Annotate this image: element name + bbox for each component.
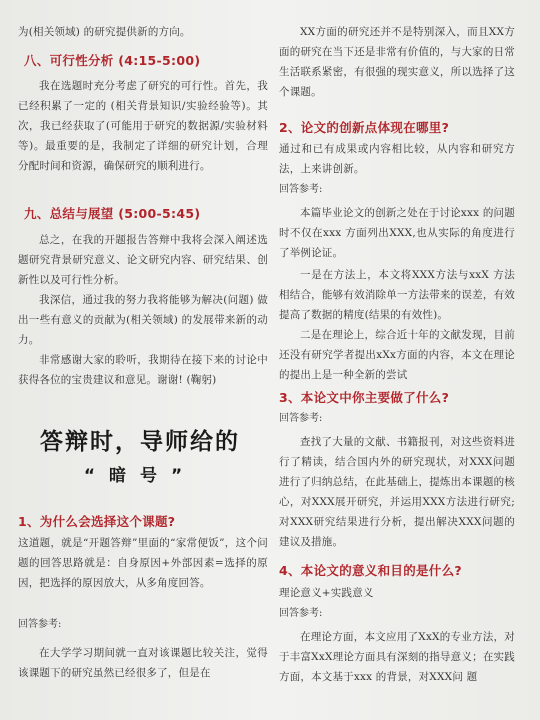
question-3-heading: 3、本论文中你主要做了什么? [279, 390, 450, 405]
section-9-paragraph-3: 非常感谢大家的聆听，我期待在接下来的讨论中获得各位的宝贵建议和意见。谢谢! (鞠躬) [18, 354, 268, 386]
question-4-paragraph: 理论意义+实践意义 [279, 587, 374, 599]
question-2-answer-paragraph-1: 本篇毕业论文的创新之处在于讨论xxx 的问题时不仅在xxx 方面列出XXX,也从实际的角度进行了举例论证。 [279, 207, 515, 259]
question-2-heading: 2、论文的创新点体现在哪里? [279, 120, 450, 135]
question-1-answer-paragraph: 在大学学习期间就一直对该课题比较关注，觉得该课题下的研究虽然已经很多了，但是在 [18, 647, 268, 679]
section-9-heading: 九、总结与展望 (5:00-5:45) [24, 206, 201, 221]
question-1-paragraph: 这道题，就是“开题答辩”里面的“家常便饭”，这个问题的回答思路就是：自身原因+外部因素=选择的原因，把选择的原因放大，从多角度回答。 [18, 537, 268, 589]
right-continued-paragraph: XX方面的研究还并不是特别深入，而且XX方面的研究在当下还是非常有价值的，与大家的日常生活联系紧密，有很强的现实意义，所以选择了这个课题。 [279, 26, 515, 98]
intro-line: 为(相关领域) 的研究提供新的方向。 [18, 26, 191, 38]
question-1-heading: 1、为什么会选择这个课题? [18, 514, 176, 529]
question-4-answer-paragraph: 在理论方面，本文应用了XxX的专业方法，对于丰富XxX理论方面具有深刻的指导意义；在实践方面，本文基于xxx 的背景，对XXX问 题 [279, 631, 515, 683]
big-title: 答辩时，导师给的 [40, 429, 240, 455]
question-3-answer-paragraph: 查找了大量的文献、书籍报刊，对这些资料进行了精读，结合国内外的研究现状，对XXX问题进行了归纳总结，在此基础上，提炼出本课题的核心，对XXX展开研究，并运用XXX方法进行研究; 对XXX研究结果进行分析，提出解决XXX问题的建议及措施。 [279, 436, 515, 548]
question-2-paragraph: 通过和已有成果或内容相比较，从内容和研究方法，上来讲创新。 [279, 143, 515, 175]
question-3-answer-label: 回答参考: [279, 413, 323, 424]
question-2-answer-paragraph-2: 一是在方法上，本文将XXX方法与xxX 方法相结合，能够有效消除单一方法带来的误差，有效提高了数据的精度(结果的有效性)。 [279, 269, 515, 321]
question-4-heading: 4、本论文的意义和目的是什么? [279, 563, 462, 578]
section-9-paragraph-1: 总之，在我的开题报告答辩中我将会深入阐述选题研究背景研究意义、论文研究内容、研究结果、创新性以及可行性分析。 [18, 234, 268, 286]
section-8-heading: 八、可行性分析 (4:15-5:00) [24, 53, 201, 68]
question-2-answer-label: 回答参考: [279, 184, 323, 195]
section-9-paragraph-2: 我深信，通过我的努力我将能够为解决(问题) 做出一些有意义的贡献为(相关领域) 的发展带来新的动力。 [18, 294, 268, 346]
section-8-paragraph: 我在选题时充分考虑了研究的可行性。首先，我已经积累了一定的 (相关背景知识/实验经验等)。其次，我已经获取了(可能用于研究的数据源/实验材料等)。最重要的是，我制定了详细的研究计划，合理分配时间和资源，确保研究的顺利进行。 [18, 80, 268, 172]
question-4-answer-label: 回答参考: [279, 608, 323, 619]
big-subtitle: “暗号” [83, 466, 197, 486]
question-1-answer-label: 回答参考: [18, 619, 62, 630]
question-2-answer-paragraph-3: 二是在理论上，综合近十年的文献发现，目前还没有研究学者提出xXx方面的内容，本文在理论的提出上是一种全新的尝试 [279, 329, 515, 381]
